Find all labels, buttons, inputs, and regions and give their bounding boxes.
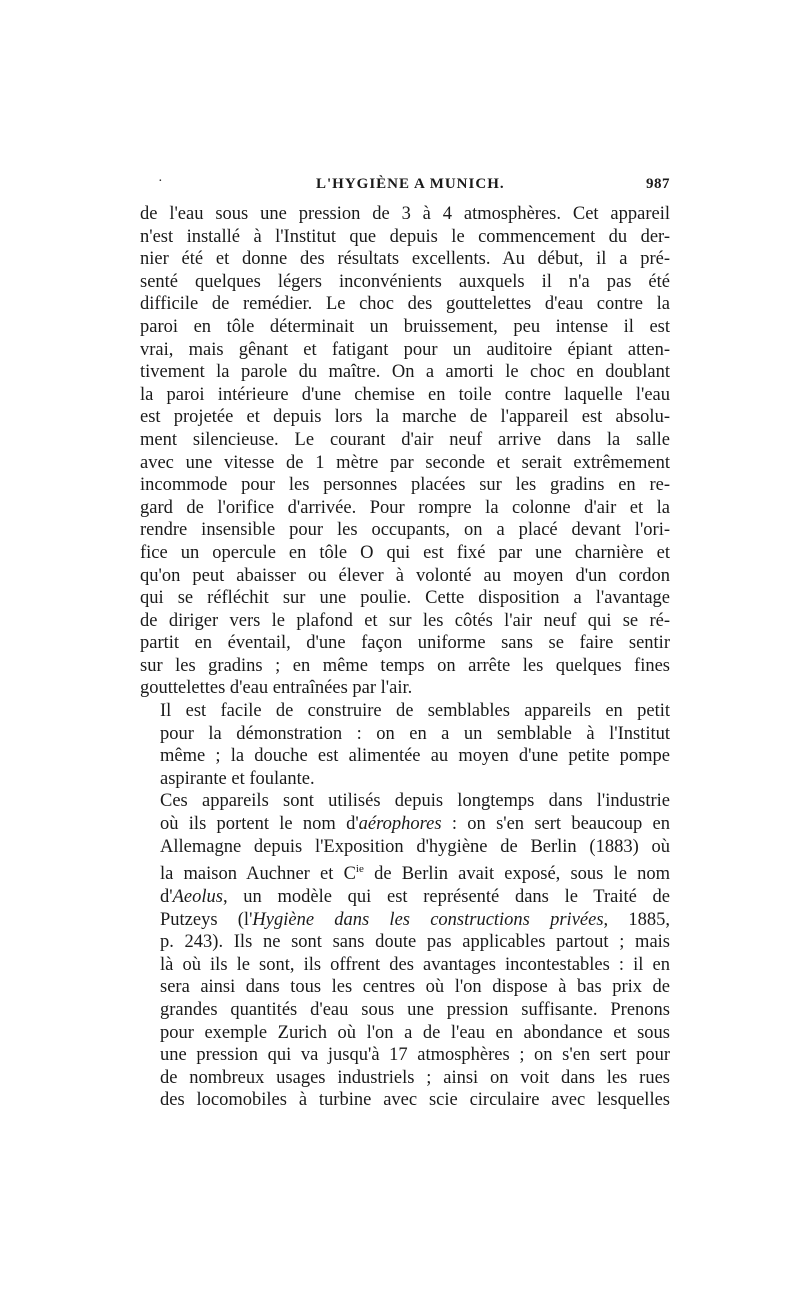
text-line: grandes quantités d'eau sous une pression suffisante. Prenons — [160, 999, 670, 1020]
text-line: nier été et donne des résultats excellents. Au début, il a pré- — [140, 249, 670, 270]
text-line: sur les gradins ; en même temps on arrête les quelques fines — [140, 655, 670, 676]
running-header — [140, 176, 670, 198]
text-line: senté quelques légers inconvénients auxquels il n'a pas été — [140, 271, 670, 292]
text-line: ment silencieuse. Le courant d'air neuf arrive dans la salle — [140, 429, 670, 450]
text-line: Il est facile de construire de semblables appareils en petit — [160, 701, 670, 722]
text-line: incommode pour les personnes placées sur les gradins en re- — [140, 475, 670, 496]
text-line: tivement la parole du maître. On a amorti le choc en doublant — [140, 362, 670, 383]
text-line: même ; la douche est alimentée au moyen d'une petite pompe — [160, 746, 670, 767]
text-line: des locomobiles à turbine avec scie circulaire avec lesquelles — [160, 1090, 670, 1111]
text-line: aspirante et foulante. — [160, 768, 315, 789]
text-line: là où ils le sont, ils offrent des avantages incontestables : il en — [160, 954, 670, 975]
text-line: n'est installé à l'Institut que depuis le commencement du der- — [140, 226, 670, 247]
text-line: d'Aeolus, un modèle qui est représenté dans le Traité de — [160, 886, 670, 907]
text-line: gouttelettes d'eau entraînées par l'air. — [140, 678, 413, 699]
page-number: 987 — [646, 176, 670, 192]
text-line: de nombreux usages industriels ; ainsi on voit dans les rues — [160, 1067, 670, 1088]
text-line: p. 243). Ils ne sont sans doute pas applicables partout ; mais — [160, 932, 670, 953]
paragraph-2 — [140, 700, 670, 790]
header-marker: · — [158, 174, 164, 189]
text-line: est projetée et depuis lors la marche de l'appareil est absolu- — [140, 407, 670, 428]
paragraph-3 — [140, 790, 670, 1111]
text-line: Ces appareils sont utilisés depuis longtemps dans l'industrie — [160, 791, 670, 812]
text-line: gard de l'orifice d'arrivée. Pour rompre la colonne d'air et la — [140, 497, 670, 518]
text-line: une pression qui va jusqu'à 17 atmosphères ; on s'en sert pour — [160, 1045, 670, 1066]
text-line: fice un opercule en tôle O qui est fixé par une charnière et — [140, 542, 670, 563]
text-line: Putzeys (l'Hygiène dans les constructions privées, 1885, — [160, 909, 670, 930]
text-line: pour la démonstration : on en a un semblable à l'Institut — [160, 723, 670, 744]
text-line: de l'eau sous une pression de 3 à 4 atmosphères. Cet appareil — [140, 204, 670, 224]
text-line: paroi en tôle déterminait un bruissement, peu intense il est — [140, 316, 670, 337]
text-line: avec une vitesse de 1 mètre par seconde et serait extrêmement — [140, 452, 670, 473]
text-line: qui se réfléchit sur une poulie. Cette disposition a l'avantage — [140, 588, 670, 609]
text-line: la paroi intérieure d'une chemise en toile contre laquelle l'eau — [140, 384, 670, 405]
body-text — [140, 203, 670, 1112]
paragraph-1 — [140, 203, 670, 700]
text-line: Allemagne depuis l'Exposition d'hygiène de Berlin (1883) où — [160, 836, 670, 857]
text-line: qu'on peut abaisser ou élever à volonté au moyen d'un cordon — [140, 565, 670, 586]
text-line: vrai, mais gênant et fatigant pour un auditoire épiant atten- — [140, 339, 670, 360]
text-line: partit en éventail, d'une façon uniforme sans se faire sentir — [140, 633, 670, 654]
text-line: la maison Auchner et $C^{ie}$ de Berlin avait exposé, sous le nom — [160, 863, 670, 885]
text-line: où ils portent le nom d'aérophores : on s'en sert beaucoup en — [160, 814, 670, 835]
header-title: L'HYGIÈNE A MUNICH. — [316, 176, 505, 192]
text-line: difficile de remédier. Le choc des gouttelettes d'eau contre la — [140, 294, 670, 315]
text-line: rendre insensible pour les occupants, on a placé devant l'ori- — [140, 520, 670, 541]
text-line: de diriger vers le plafond et sur les côtés l'air neuf qui se ré- — [140, 610, 670, 631]
text-line: pour exemple Zurich où l'on a de l'eau en abondance et sous — [160, 1022, 670, 1043]
text-line: sera ainsi dans tous les centres où l'on dispose à bas prix de — [160, 977, 670, 998]
